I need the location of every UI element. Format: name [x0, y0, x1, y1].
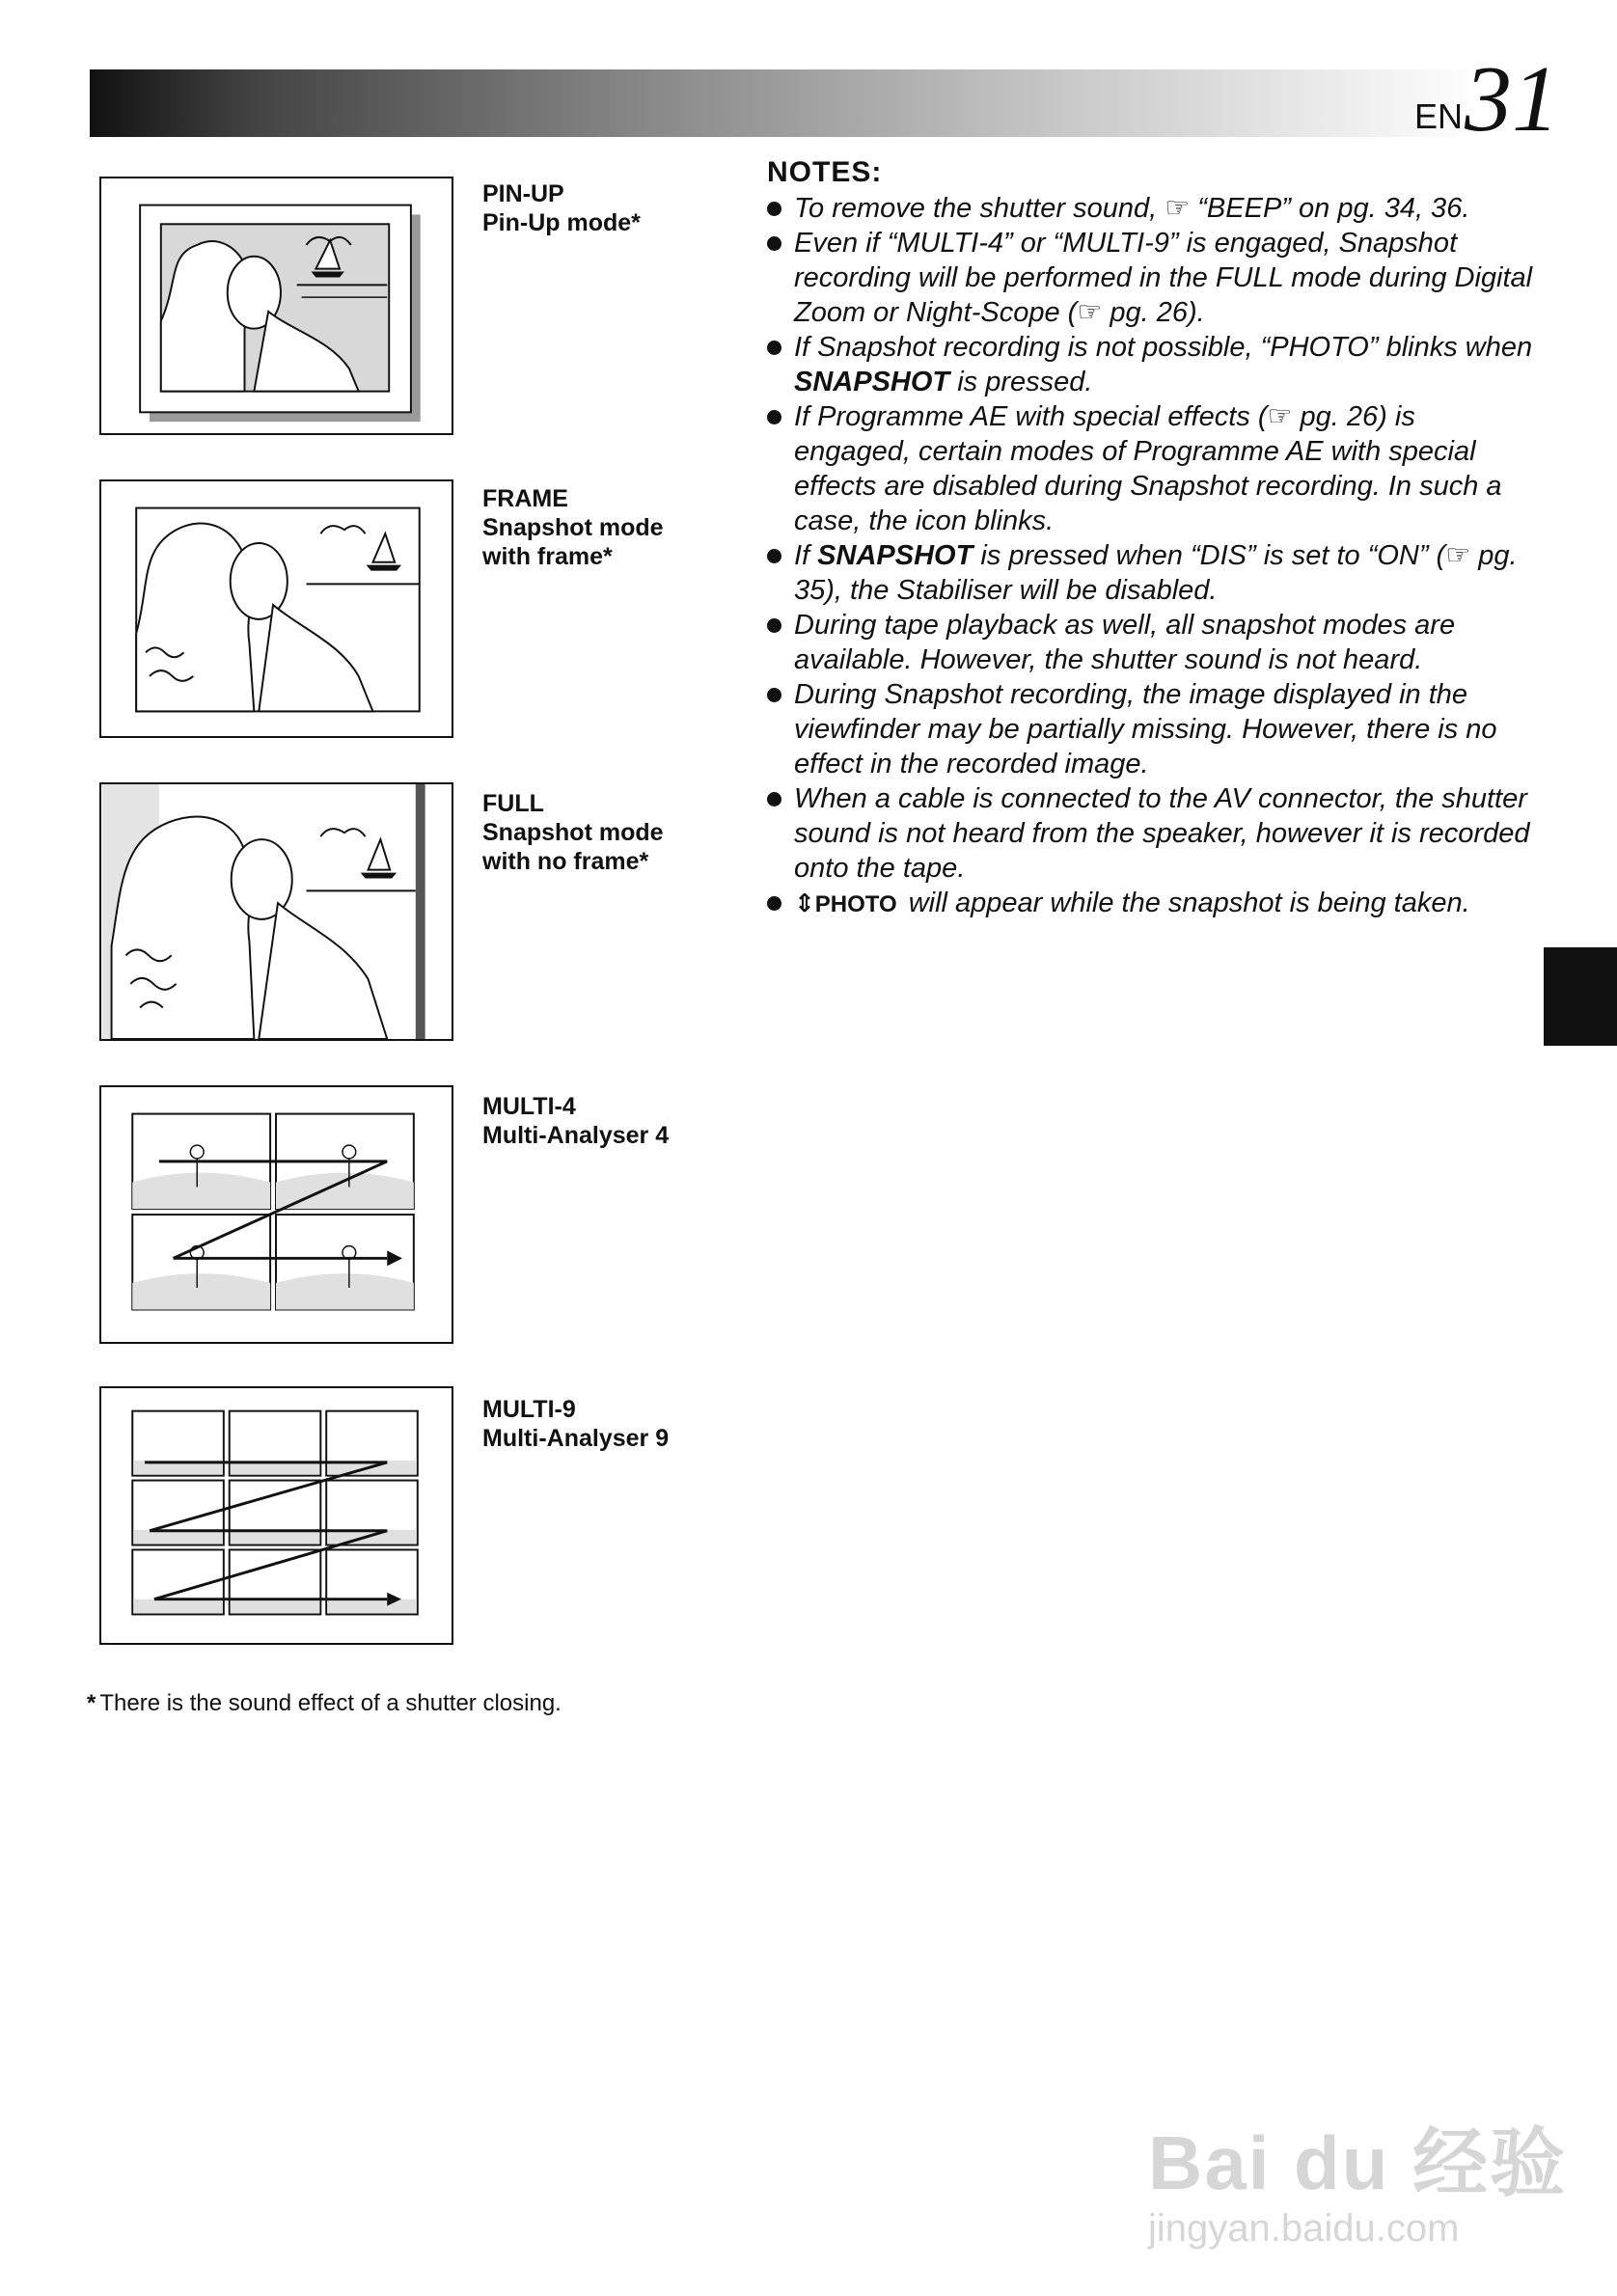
caption-mode: PIN-UP — [482, 180, 564, 207]
caption-line: Pin-Up mode* — [482, 209, 641, 236]
side-thumb-tab — [1544, 947, 1617, 1046]
bullet-dot — [767, 410, 781, 424]
caption-multi-9 — [482, 1395, 669, 1453]
caption-line: Snapshot mode — [482, 514, 664, 541]
caption-line: with no frame* — [482, 848, 649, 875]
note-item: If Snapshot recording is not possible, “PHOTO” blinks when SNAPSHOT is pressed. — [767, 330, 1539, 399]
note-item: When a cable is connected to the AV connector, the shutter sound is not heard from the speaker, however it is recorded onto the tape. — [767, 781, 1539, 886]
footnote — [87, 1690, 562, 1717]
notes-list — [767, 191, 1539, 922]
note-item: If SNAPSHOT is pressed when “DIS” is set to “ON” (☞ pg. 35), the Stabiliser will be disabled. — [767, 538, 1539, 608]
caption-line: Multi-Analyser 4 — [482, 1122, 670, 1149]
figure-multi-9 — [99, 1386, 453, 1645]
caption-multi-4 — [482, 1092, 669, 1150]
bullet-dot — [767, 236, 781, 251]
frame-illustration — [101, 481, 452, 736]
notes-section — [767, 156, 1539, 922]
full-illustration — [101, 784, 452, 1039]
note-item: During Snapshot recording, the image displayed in the viewfinder may be partially missing. However, there is no effect in the recorded image. — [767, 677, 1539, 781]
figure-full — [99, 782, 453, 1041]
page-prefix: EN — [1413, 96, 1463, 136]
watermark-main: Bai du 经验 — [1148, 2120, 1568, 2205]
bullet-dot — [767, 549, 781, 563]
caption-line: Multi-Analyser 9 — [482, 1425, 670, 1452]
multi-9-illustration — [101, 1388, 452, 1643]
bullet-dot — [767, 792, 781, 806]
note-item: To remove the shutter sound, ☞ “BEEP” on pg. 34, 36. — [767, 191, 1539, 226]
caption-full — [482, 789, 664, 876]
figure-frame — [99, 479, 453, 738]
caption-line: Snapshot mode — [482, 819, 664, 846]
bullet-dot — [767, 618, 781, 633]
footnote-star: * — [87, 1690, 96, 1716]
bullet-dot — [767, 341, 781, 355]
note-item: During tape playback as well, all snapshot modes are available. However, the shutter sound is not heard. — [767, 608, 1539, 677]
photo-indicator-icon: ⇕PHOTO — [794, 888, 897, 917]
note-item-photo: ⇕PHOTO will appear while the snapshot is being taken. — [767, 886, 1539, 922]
note-item: If Programme AE with special effects (☞ pg. 26) is engaged, certain modes of Programme AE with special effects are disabled during Snapshot recording. In such a case, the icon blinks. — [767, 399, 1539, 538]
bullet-dot — [767, 896, 781, 911]
caption-mode: MULTI-9 — [482, 1396, 576, 1423]
notes-title: NOTES: — [767, 156, 883, 188]
caption-frame — [482, 484, 664, 571]
bullet-dot — [767, 688, 781, 702]
figure-pin-up — [99, 177, 453, 435]
page-number-value: 31 — [1465, 47, 1559, 151]
baidu-watermark — [1148, 2103, 1567, 2251]
caption-mode: FRAME — [482, 485, 568, 512]
footnote-text: There is the sound effect of a shutter closing. — [99, 1690, 562, 1716]
note-item: Even if “MULTI-4” or “MULTI-9” is engaged, Snapshot recording will be performed in the FULL mode during Digital Zoom or Night-Scope (☞ pg. 26). — [767, 226, 1539, 330]
caption-mode: MULTI-4 — [482, 1093, 576, 1120]
bullet-dot — [767, 202, 781, 216]
caption-mode: FULL — [482, 790, 544, 817]
page-number — [1413, 47, 1559, 151]
caption-line: with frame* — [482, 543, 613, 570]
pin-up-illustration — [101, 178, 452, 433]
caption-pin-up — [482, 179, 641, 237]
header-gradient-bar — [90, 69, 1481, 137]
watermark-url: jingyan.baidu.com — [1148, 2207, 1460, 2250]
multi-4-illustration — [101, 1087, 452, 1342]
figure-multi-4 — [99, 1085, 453, 1344]
